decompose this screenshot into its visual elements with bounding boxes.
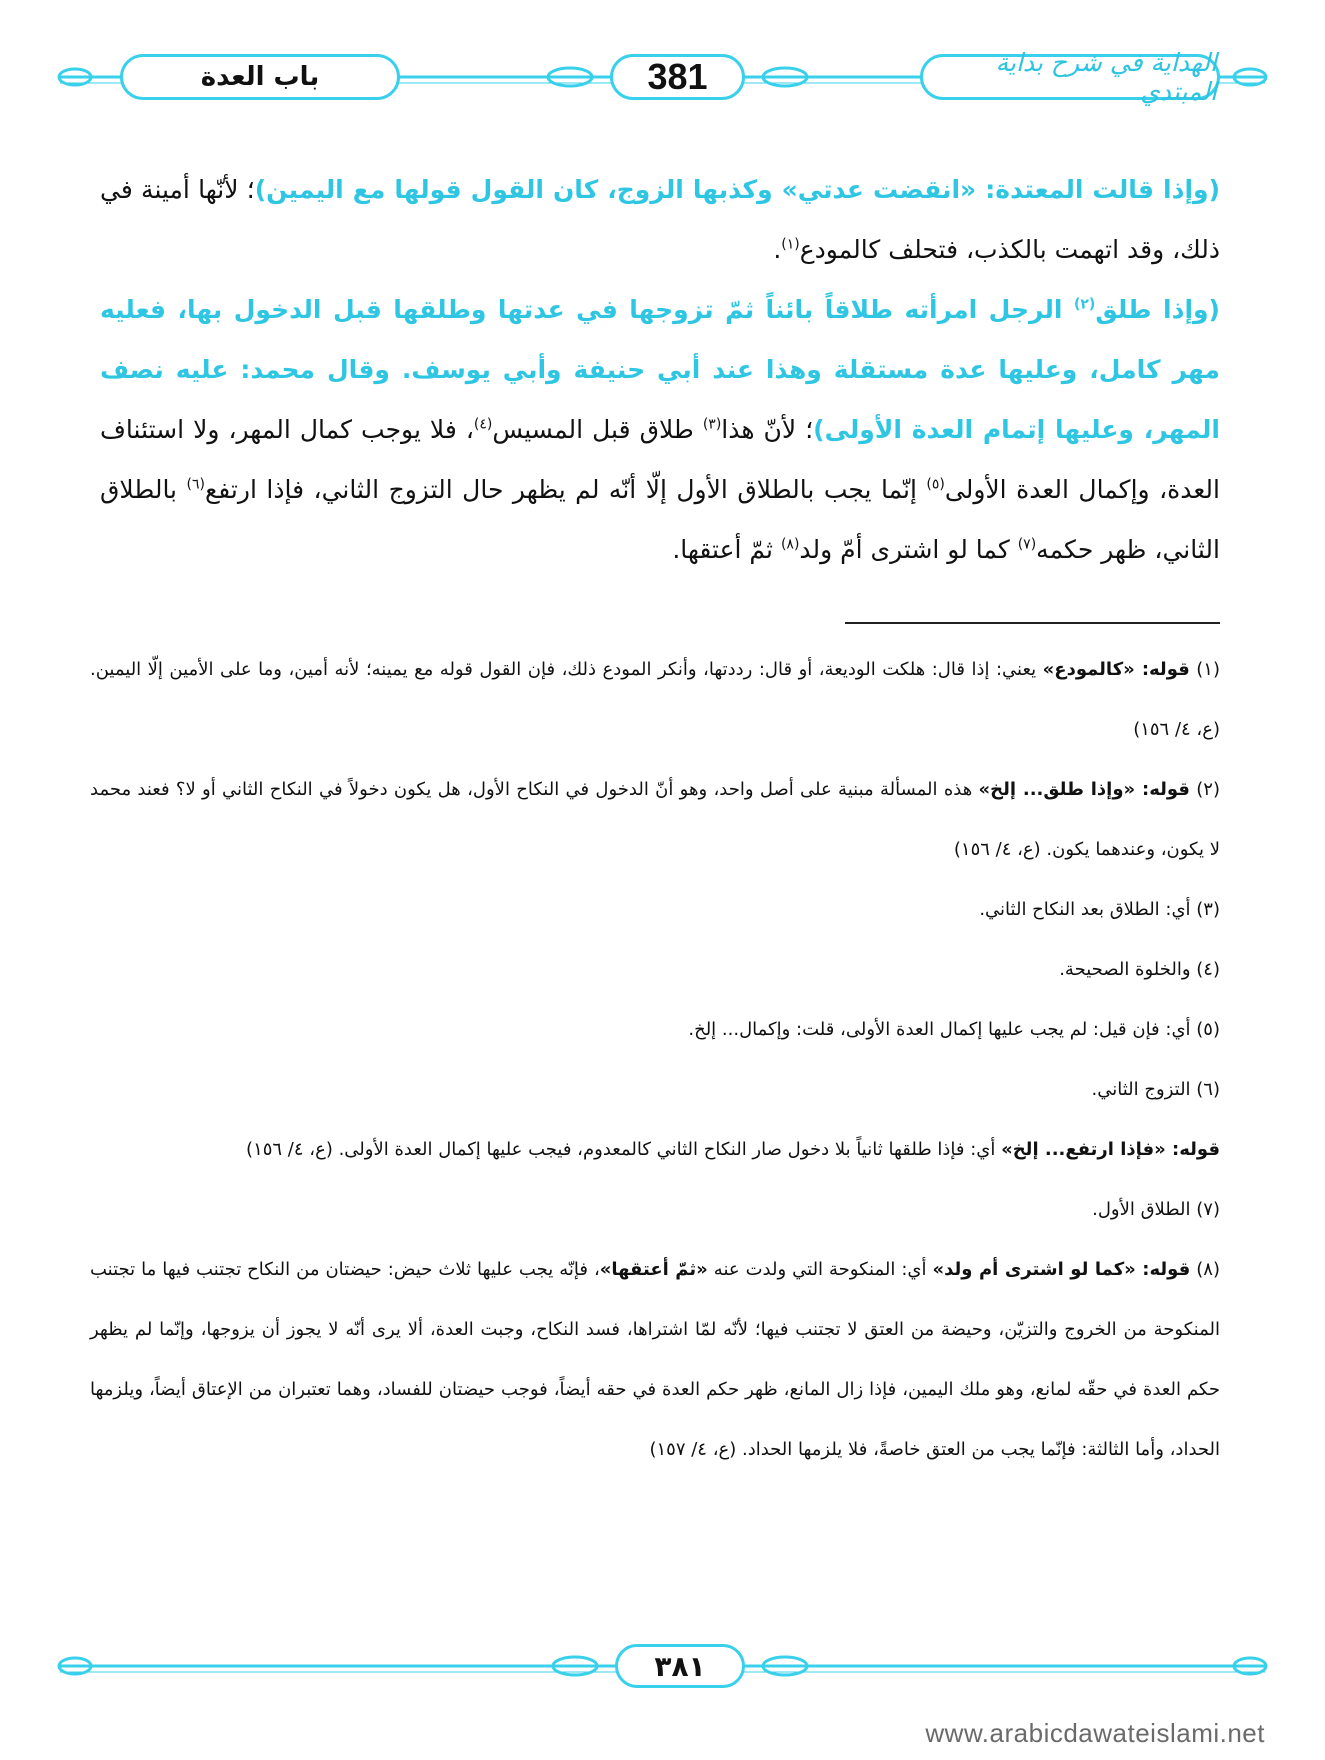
footnote-1 <box>90 640 1220 760</box>
footnote-text: أي: المنكوحة التي ولدت عنه <box>707 1259 933 1280</box>
footnote-ref-5[interactable]: (٥) <box>926 476 945 493</box>
footnote-lemma: قوله: «وإذا طلق... إلخ» <box>978 779 1190 800</box>
footnote-7: (٧) الطلاق الأول. <box>1092 1199 1220 1220</box>
website-url[interactable]: www.arabicdawateislami.net <box>925 1718 1265 1748</box>
footnote-5: (٥) أي: فإن قيل: لم يجب عليها إكمال العدة الأولى، قلت: وإكمال... إلخ. <box>688 1019 1220 1040</box>
paragraph-1 <box>100 160 1220 280</box>
book-title-box <box>920 48 1220 106</box>
page-footer <box>50 1640 1275 1696</box>
footnote-text-2: ، فإنّه يجب عليها ثلاث حيض: حيضتان من النكاح تجتنب فيها ما تجتنب المنكوحة من الخروج والتزيّن، وحيضة من العتق لا تجتنب فيها؛ لأنّه لمّا اشتراها، فسد النكاح، وجبت العدة، ألا يرى أنّه لا يجوز أن يزوجها، وإنّما لم يظهر حكم العدة في حقّه لمانع، وهو ملك اليمين، فإذا زال المانع، ظهر حكم العدة في حقه أيضاً، فوجب حيضتان للفساد، وهما تعتبران من الإعتاق أيضاً، ويلزمها الحداد، وأما الثالثة: فإنّما يجب من العتق خاصةً، فلا يلزمها الحداد. (ع، ٤/ ١٥٧) <box>90 1259 1220 1460</box>
main-text <box>100 160 1220 580</box>
footnote-ref-7[interactable]: (٧) <box>1017 536 1037 553</box>
sharh-text-2e: بالطلاق الثاني، ظهر حكمه <box>100 475 1220 564</box>
sharh-text-2f: كما لو اشترى أمّ ولد <box>799 535 1018 564</box>
chapter-title-box <box>120 54 400 100</box>
sharh-text-2c: ، فلا يوجب كمال المهر، ولا استئناف العدة، وإكمال العدة الأولى <box>100 415 1220 504</box>
footnote-number: (٨) <box>1196 1259 1220 1280</box>
footer-page-number-box <box>615 1644 745 1688</box>
footnote-divider <box>845 622 1220 624</box>
matn-quote-2b: الرجل امرأته طلاقاً بائناً ثمّ تزوجها في عدتها وطلقها قبل الدخول بها، فعليه مهر كامل، وعليها عدة مستقلة وهذا عند أبي حنيفة وأبي يوسف. وقال محمد: عليه نصف المهر، وعليها إتمام العدة الأولى) <box>100 295 1220 444</box>
footnote-lemma: قوله: «فإذا ارتفع... إلخ» <box>1001 1139 1220 1160</box>
sharh-text-2b: طلاق قبل المسيس <box>492 415 703 444</box>
footnote-text: يعني: إذا قال: هلكت الوديعة، أو قال: رددتها، وأنكر المودع ذلك، فإن القول قوله مع يمينه؛ لأنه أمين، وما على الأمين إلّا اليمين. (ع، ٤/ ١٥٦) <box>90 659 1220 740</box>
footnote-number: (٢) <box>1196 779 1220 800</box>
page-header <box>50 42 1275 112</box>
footnote-ref-3[interactable]: (٣) <box>702 416 722 433</box>
footnote-text: أي: فإذا طلقها ثانياً بلا دخول صار النكاح الثاني كالمعدوم، فيجب عليها إكمال العدة الأولى. (ع، ٤/ ١٥٦) <box>246 1139 1002 1160</box>
sharh-text-1: ؛ لأنّها أمينة في ذلك، وقد اتهمت بالكذب، فتحلف كالمودع <box>100 175 1220 264</box>
footnote-4: (٤) والخلوة الصحيحة. <box>1059 959 1220 980</box>
book-title: الهداية في شرح بداية المبتدي <box>995 48 1217 106</box>
paragraph-2 <box>100 280 1220 580</box>
chapter-title: باب العدة <box>200 62 320 92</box>
footnote-6b <box>90 1120 1220 1180</box>
footer-page-number: ٣٨١ <box>654 1649 706 1683</box>
footnote-ref-8[interactable]: (٨) <box>780 536 800 553</box>
footnote-ref-6[interactable]: (٦) <box>186 476 205 493</box>
footnote-ref-2[interactable]: (٢) <box>1073 296 1096 313</box>
matn-quote-2a: (وإذا طلق <box>1095 295 1220 324</box>
page-number-box <box>610 54 745 100</box>
sharh-text-2d: إنّما يجب بالطلاق الأول إلّا أنّه لم يظهر حال التزوج الثاني، فإذا ارتفع <box>204 475 927 504</box>
footnote-ref-1[interactable]: (١) <box>781 236 800 253</box>
footnote-ref-4[interactable]: (٤) <box>473 416 493 433</box>
sharh-text-2a: ؛ لأنّ هذا <box>721 415 814 444</box>
footnote-3: (٣) أي: الطلاق بعد النكاح الثاني. <box>979 899 1220 920</box>
page-number: 381 <box>647 56 708 97</box>
footnote-text: هذه المسألة مبنية على أصل واحد، وهو أنّ الدخول في النكاح الأول، هل يكون دخولاً في النكاح الثاني أو لا؟ فعند محمد لا يكون، وعندهما يكون. (ع، ٤/ ١٥٦) <box>90 779 1220 860</box>
footnote-number: (١) <box>1196 659 1220 680</box>
sharh-text-2g: ثمّ أعتقها. <box>672 535 781 564</box>
footnote-lemma: قوله: «كما لو اشترى أم ولد» <box>932 1259 1191 1280</box>
matn-quote-1: (وإذا قالت المعتدة: «انقضت عدتي» وكذبها الزوج، كان القول قولها مع اليمين) <box>254 175 1220 204</box>
footnote-lemma-2: «ثمّ أعتقها» <box>599 1259 708 1280</box>
footnote-lemma: قوله: «كالمودع» <box>1042 659 1190 680</box>
footnotes <box>90 640 1220 1480</box>
footnote-2 <box>90 760 1220 880</box>
footnote-6: (٦) التزوج الثاني. <box>1091 1079 1220 1100</box>
footnote-8 <box>90 1240 1220 1480</box>
period: . <box>773 235 782 264</box>
